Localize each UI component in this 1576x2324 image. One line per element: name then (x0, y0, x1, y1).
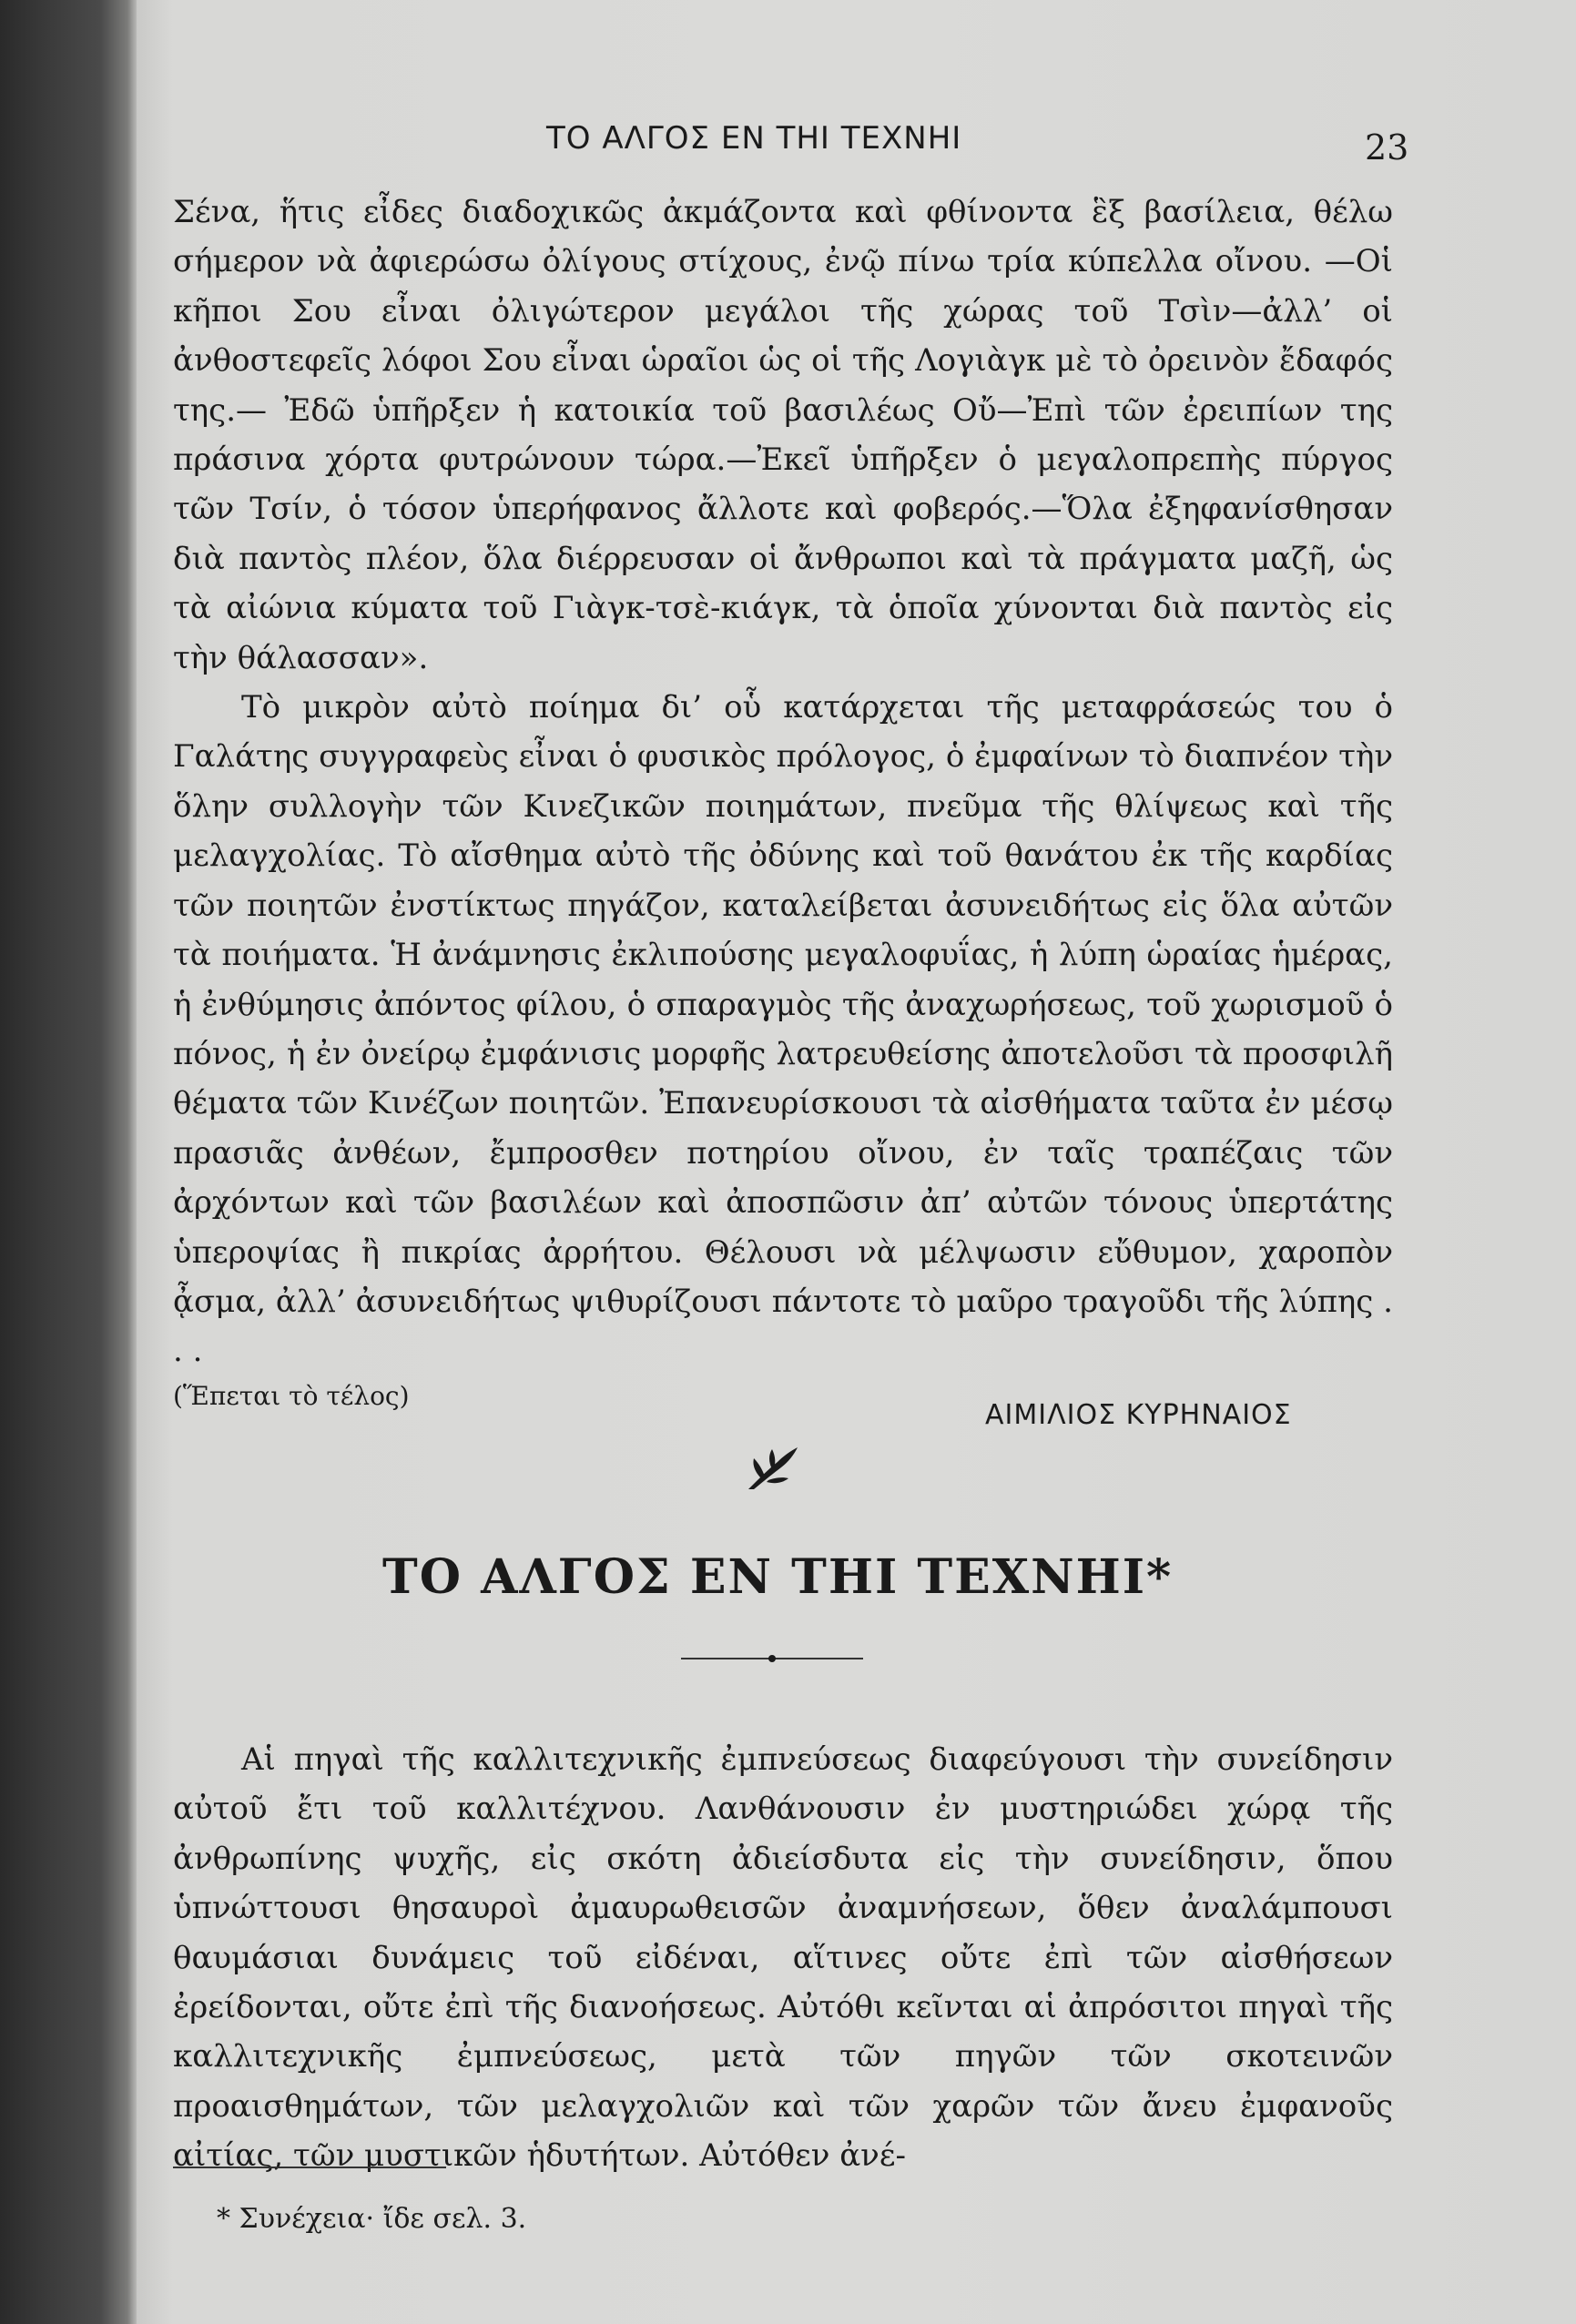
author-signature: ΑΙΜΙΛΙΟΣ ΚΥΡΗΝΑΙΟΣ (985, 1399, 1292, 1431)
paragraph-commentary: Τὸ μικρὸν αὐτὸ ποίημα δι’ οὗ κατάρχεται τῆς μεταφράσεώς του ὁ Γαλάτης συγγραφεὺς εἶναι ὁ φυσικὸς πρόλογος, ὁ ἐμφαίνων τὸ διαπνέον τὴν ὅλην συλλογὴν τῶν Κινεζικῶν ποιημάτων, πνεῦμα τῆς θλίψεως καὶ τῆς μελαγχολίας. Τὸ αἴσθημα αὐτὸ τῆς ὀδύνης καὶ τοῦ θανάτου ἐκ τῆς καρδίας τῶν ποιητῶν ἐνστίκτως πηγάζον, καταλείβεται ἀσυνειδήτως εἰς ὅλα αὐτῶν τὰ ποιήματα. Ἡ ἀνάμνησις ἐκλιπούσης μεγαλοφυΐας, ἡ λύπη ὡραίας ἡμέρας, ἡ ἐνθύμησις ἀπόντος φίλου, ὁ σπαραγμὸς τῆς ἀναχωρήσεως, τοῦ χωρισμοῦ ὁ πόνος, ἡ ἐν ὀνείρῳ ἐμφάνισις μορφῆς λατρευθείσης ἀποτελοῦσι τὰ προσφιλῆ θέματα τῶν Κινέζων ποιητῶν. Ἐπανευρίσκουσι τὰ αἰσθήματα ταῦτα ἐν μέσῳ πρασιᾶς ἀνθέων, ἔμπροσθεν ποτηρίου οἴνου, ἐν ταῖς τραπέζαις τῶν ἀρχόντων καὶ τῶν βασιλέων καὶ ἀποσπῶσιν ἀπ’ αὐτῶν τόνους ὑπερτάτης ὑπεροψίας ἢ πικρίας ἀρρήτου. Θέλουσι νὰ μέλψωσιν εὔθυμον, χαροπὸν ᾆσμα, ἀλλ’ ἀσυνειδήτως ψιθυρίζουσι πάντοτε τὸ μαῦρο τραγοῦδι τῆς λύπης . . . (173, 689, 1393, 1370)
paragraph-poem-end: Σένα, ἥτις εἶδες διαδοχικῶς ἀκμάζοντα καὶ φθίνοντα ἓξ βασίλεια, θέλω σήμερον νὰ ἀφιερώσω ὀλίγους στίχους, ἐνῷ πίνω τρία κύπελλα οἴνου. —Οἱ κῆποι Σου εἶναι ὀλιγώτερον μεγάλοι τῆς χώρας τοῦ Τσὶν—ἀλλ’ οἱ ἀνθοστεφεῖς λόφοι Σου εἶναι ὡραῖοι ὡς οἱ τῆς Λογιὰγκ μὲ τὸ ὀρεινὸν ἔδαφός της.— Ἐδῶ ὑπῆρξεν ἡ κατοικία τοῦ βασιλέως Οὔ—Ἐπὶ τῶν ἐρειπίων της πράσινα χόρτα φυτρώνουν τώρα.—Ἐκεῖ ὑπῆρξεν ὁ μεγαλοπρεπὴς πύργος τῶν Τσίν, ὁ τόσον ὑπερήφανος ἄλλοτε καὶ φοβερός.—Ὅλα ἐξηφανίσθησαν διὰ παντὸς πλέον, ὅλα διέρρευσαν οἱ ἄνθρωποι καὶ τὰ πράγματα μαζῆ, ὡς τὰ αἰώνια κύματα τοῦ Γιὰγκ-τσὲ-κιάγκ, τὰ ὁποῖα χύνονται διὰ παντὸς εἰς τὴν θάλασσαν». (173, 194, 1393, 676)
leaf-ornament-icon (741, 1442, 805, 1497)
footnote-rule (173, 2167, 446, 2168)
article-title: ΤΟ ΑΛΓΟΣ ΕΝ ΤΗΙ ΤΕΧΝΗΙ* (382, 1549, 1174, 1605)
book-binding-shadow (0, 0, 137, 2324)
continued-note: (Ἕπεται τὸ τέλος) (173, 1381, 410, 1411)
book-page (137, 0, 1576, 2324)
article-body (173, 1735, 1393, 2181)
article-continuation (173, 188, 1393, 1376)
running-title: ΤΟ ΑΛΓΟΣ ΕΝ ΤΗΙ ΤΕΧΝΗΙ (546, 120, 962, 157)
title-divider (681, 1652, 863, 1665)
footnote: * Συνέχεια· ἴδε σελ. 3. (217, 2203, 527, 2235)
paragraph-opening: Αἱ πηγαὶ τῆς καλλιτεχνικῆς ἐμπνεύσεως διαφεύγουσι τὴν συνείδησιν αὐτοῦ ἔτι τοῦ καλλιτέχνου. Λανθάνουσιν ἐν μυστηριώδει χώρᾳ τῆς ἀνθρωπίνης ψυχῆς, εἰς σκότη ἀδιείσδυτα εἰς τὴν συνείδησιν, ὅπου ὑπνώττουσι θησαυροὶ ἀμαυρωθεισῶν ἀναμνήσεων, ὅθεν ἀναλάμπουσι θαυμάσιαι δυνάμεις τοῦ εἰδέναι, αἵτινες οὔτε ἐπὶ τῶν αἰσθήσεων ἐρείδονται, οὔτε ἐπὶ τῆς διανοήσεως. Αὐτόθι κεῖνται αἱ ἀπρόσιτοι πηγαὶ τῆς καλλιτεχνικῆς ἐμπνεύσεως, μετὰ τῶν πηγῶν τῶν σκοτεινῶν προαισθημάτων, τῶν μελαγχολιῶν καὶ τῶν χαρῶν τῶν ἄνευ ἐμφανοῦς αἰτίας, τῶν μυστικῶν ἡδυτήτων. Αὐτόθεν ἀνέ- (173, 1741, 1393, 2175)
page-number: 23 (1365, 127, 1409, 167)
